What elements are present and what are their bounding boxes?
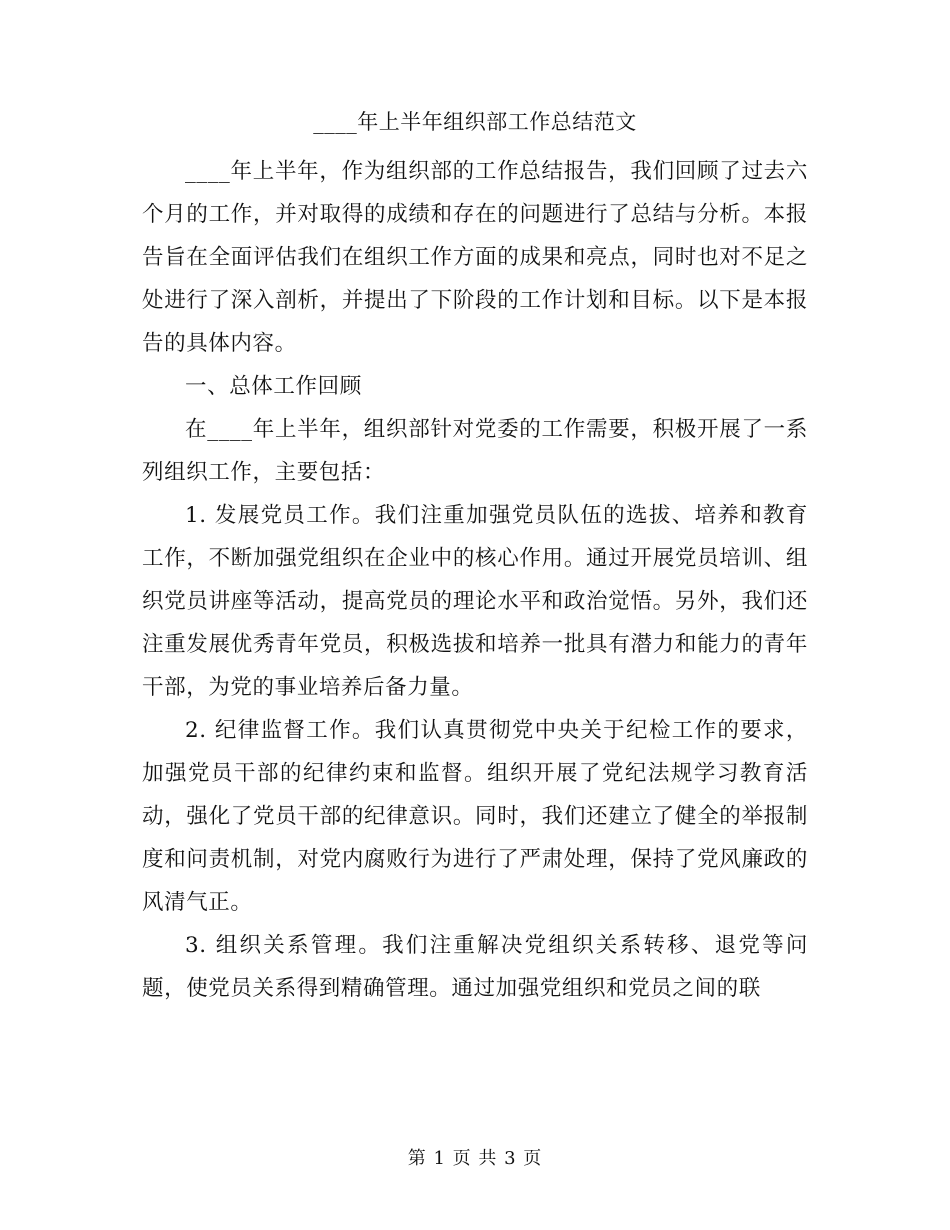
intro-paragraph: ____年上半年，作为组织部的工作总结报告，我们回顾了过去六个月的工作，并对取得的成绩和存在的问题进行了总结与分析。本报告旨在全面评估我们在组织工作方面的成果和亮点，同时也对不足之处进行了深入剖析，并提出了下阶段的工作计划和目标。以下是本报告的具体内容。 <box>142 159 808 356</box>
section-heading: 一、总体工作回顾 <box>185 374 362 399</box>
item-paragraph-3: 3. 组织关系管理。我们注重解决党组织关系转移、退党等问题，使党员关系得到精确管理。通过加强党组织和党员之间的联 <box>142 933 808 1001</box>
item-paragraph-1: 1. 发展党员工作。我们注重加强党员队伍的选拔、培养和教育工作，不断加强党组织在企业中的核心作用。通过开展党员培训、组织党员讲座等活动，提高党员的理论水平和政治觉悟。另外，我们还注重发展优秀青年党员，积极选拔和培养一批具有潜力和能力的青年干部，为党的事业培养后备力量。 <box>142 503 808 700</box>
document-title: ____年上半年组织部工作总结范文 <box>313 110 637 134</box>
section-intro-paragraph: 在____年上半年，组织部针对党委的工作需要，积极开展了一系列组织工作，主要包括： <box>142 417 808 485</box>
page-footer: 第 1 页 共 3 页 <box>407 1148 543 1169</box>
item-paragraph-2: 2. 纪律监督工作。我们认真贯彻党中央关于纪检工作的要求，加强党员干部的纪律约束和监督。组织开展了党纪法规学习教育活动，强化了党员干部的纪律意识。同时，我们还建立了健全的举报制度和问责机制，对党内腐败行为进行了严肃处理，保持了党风廉政的风清气正。 <box>142 718 808 915</box>
document-body <box>142 150 808 1010</box>
